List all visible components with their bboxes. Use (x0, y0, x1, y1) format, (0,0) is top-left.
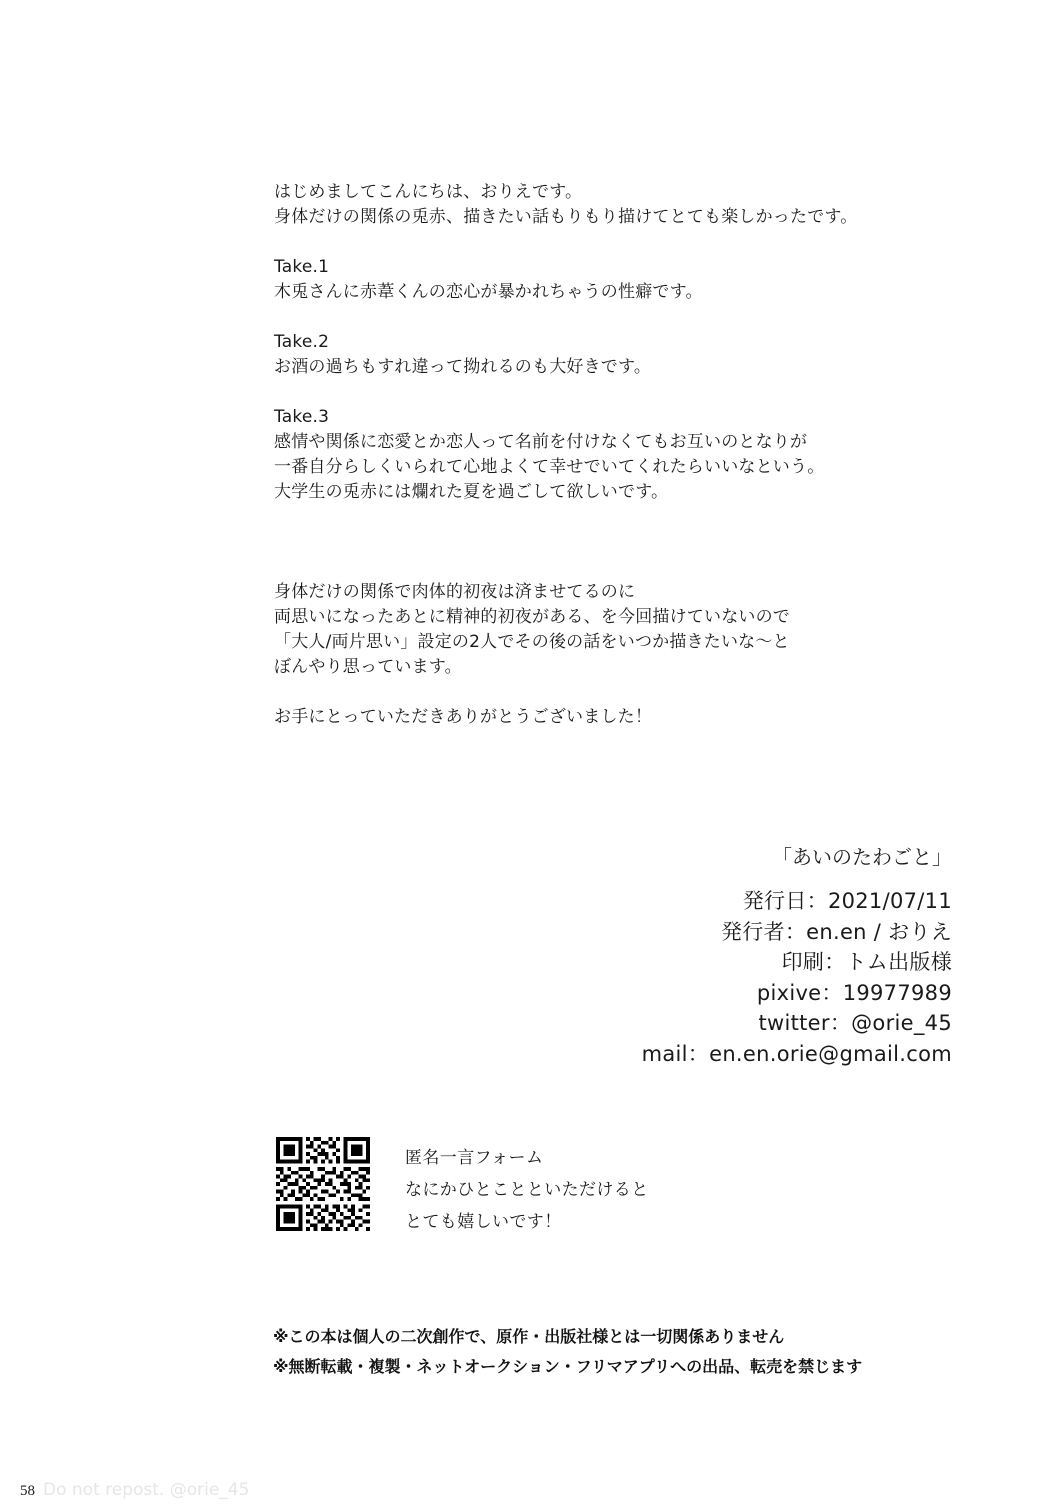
notice-line-2: ※無断転載・複製・ネットオークション・フリマアプリへの出品、転売を禁じます (273, 1357, 863, 1376)
publisher: 発行者：en.en / おりえ (720, 919, 952, 944)
take3-line-2: 一番自分らしくいられて心地よくて幸せでいてくれたらいいなという。 (274, 457, 825, 477)
form-line-1: なにかひとことといただけると (405, 1180, 649, 1200)
anonymous-form-info (405, 1142, 649, 1238)
mail-address: mail：en.en.orie@gmail.com (641, 1041, 952, 1066)
qr-code-icon[interactable] (276, 1137, 370, 1231)
para2-line-3: 「大人/両片思い」設定の2人でその後の話をいつか描きたいな〜と (274, 632, 790, 652)
take1-label: Take.1 (274, 257, 330, 277)
take3-line-3: 大学生の兎赤には爛れた夏を過ごして欲しいです。 (274, 482, 669, 502)
take3-label: Take.3 (274, 407, 330, 427)
legal-notices (273, 1322, 862, 1382)
thanks-line: お手にとっていただきありがとうございました！ (274, 707, 653, 727)
pixiv-id: pixive：19977989 (756, 980, 952, 1005)
greeting-line: はじめましてこんにちは、おりえです。 (274, 182, 583, 202)
page-footer (20, 1480, 249, 1500)
take3-line-1: 感情や関係に恋愛とか恋人って名前を付けなくてもお互いのとなりが (274, 432, 808, 452)
take1-text: 木兎さんに赤葦くんの恋心が暴かれちゃうの性癖です。 (274, 282, 703, 302)
printer: 印刷：トム出版様 (781, 950, 952, 974)
page-number: 58 (20, 1483, 35, 1499)
watermark: Do not repost. @orie_45 (43, 1480, 250, 1500)
publish-date: 発行日：2021/07/11 (742, 889, 952, 913)
afterword-text (274, 180, 974, 730)
para2-line-1: 身体だけの関係で肉体的初夜は済ませてるのに (274, 582, 636, 602)
intro-line: 身体だけの関係の兎赤、描きたい話もりもり描けてとても楽しかったです。 (274, 207, 858, 227)
twitter-handle: twitter：@orie_45 (758, 1011, 952, 1035)
colophon (642, 842, 952, 1069)
take2-text: お酒の過ちもすれ違って拗れるのも大好きです。 (274, 357, 652, 377)
book-title: 「あいのたわごと」 (772, 845, 952, 869)
take2-label: Take.2 (274, 332, 330, 352)
notice-line-1: ※この本は個人の二次創作で、原作・出版社様とは一切関係ありません (273, 1327, 785, 1346)
para2-line-4: ぼんやり思っています。 (274, 657, 462, 677)
para2-line-2: 両思いになったあとに精神的初夜がある、を今回描けていないので (274, 607, 790, 627)
form-title: 匿名一言フォーム (405, 1148, 544, 1168)
form-line-2: とても嬉しいです！ (405, 1212, 562, 1232)
